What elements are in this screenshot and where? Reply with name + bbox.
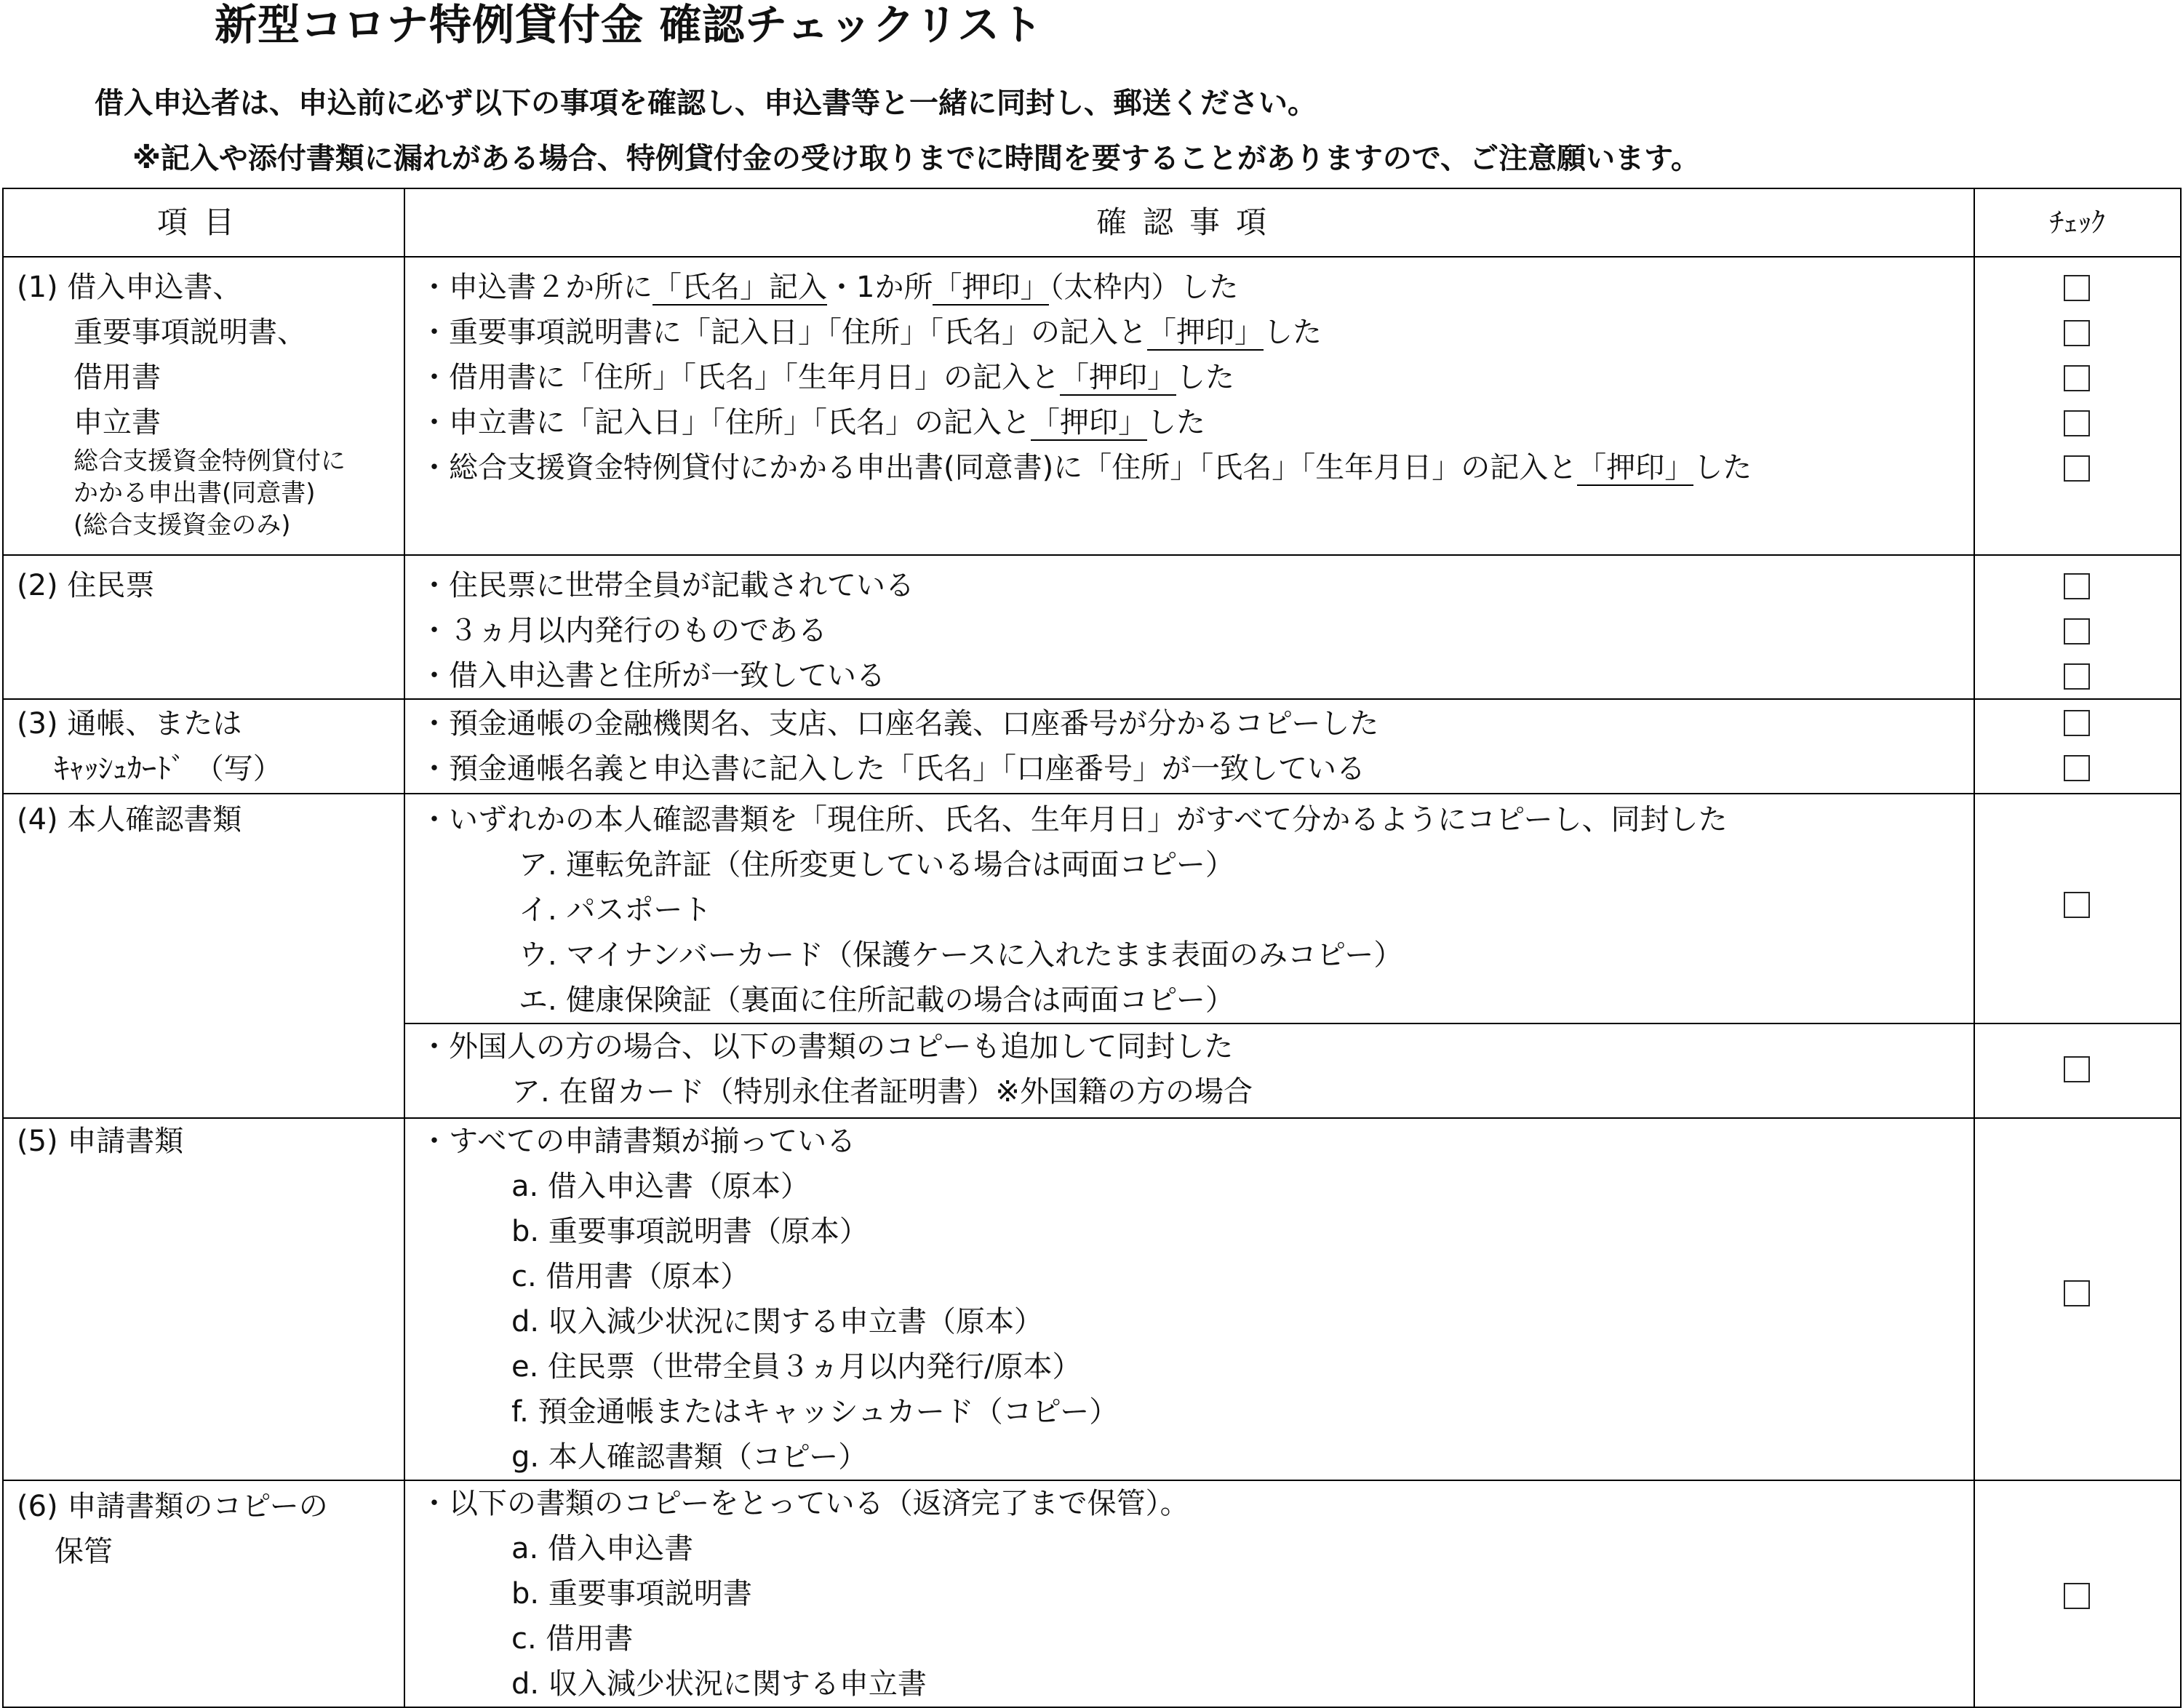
underlined-part: 「押印」 [933,271,1050,304]
check-item-text: ・預金通帳の金融機関名、支店、口座名義、口座番号が分かるコピーした [420,707,1379,741]
section-5-item [3,1118,404,1480]
section-4-foreign-checks [1974,1023,2181,1118]
text-part: した [1264,316,1322,349]
item-line: 借用書 [73,361,161,394]
underlined-part: 「氏名」記入 [652,271,827,304]
check-item-text [420,445,1974,490]
section-6-row [3,1480,2181,1707]
sub-item-text: d. 収入減少状況に関する申立書 [511,1667,927,1701]
section-3-row [3,699,2181,794]
sub-item-text: f. 預金通帳またはキャッシュカード（コピー） [511,1395,1119,1429]
item-line: 重要事項説明書、 [73,316,306,349]
item-line: (4) 本人確認書類 [17,803,242,837]
section-2-content [404,555,1974,699]
instruction-line-2: ※記入や添付書類に漏れがある場合、特例貸付金の受け取りまでに時間を要することがありますので、ご注意願います。 [132,142,1700,175]
item-line: (6) 申請書類のコピーの [17,1490,328,1523]
checkbox[interactable] [2064,1583,2090,1609]
underlined-part: 「押印」 [1031,406,1147,439]
sub-item-text: d. 収入減少状況に関する申立書（原本） [511,1305,1043,1338]
header-confirm: 確認事項 [404,188,1974,257]
section-2-row [3,555,2181,699]
table-header-row [3,188,2181,257]
sub-item-text: a. 借入申込書 [511,1532,693,1565]
check-item-text [420,265,1974,310]
section-4-foreign-content [404,1023,1974,1118]
check-item-text: ・以下の書類のコピーをとっている（返済完了まで保管）。 [420,1487,1189,1520]
item-line: (3) 通帳、または [17,707,242,741]
section-6-item [3,1480,404,1707]
section-3-content [404,699,1974,794]
section-1-row [3,257,2181,555]
check-item-text [420,355,1974,400]
text-part: ・総合支援資金特例貸付にかかる申出書(同意書)に「住所」「氏名」「生年月日」の記入と [420,451,1578,484]
checkbox[interactable] [2064,618,2090,645]
section-3-item [3,699,404,794]
checkbox[interactable] [2064,410,2090,436]
sub-item-text: ア. 在留カード（特別永住者証明書）※外国籍の方の場合 [511,1075,1253,1109]
section-2-item [3,555,404,699]
checkbox[interactable] [2064,755,2090,781]
text-part: ・申込書２か所に [420,271,652,304]
text-part: ・申立書に「記入日」「住所」「氏名」の記入と [420,406,1031,439]
page-title: 新型コロナ特例貸付金 確認チェックリスト [215,0,1044,49]
checkbox[interactable] [2064,892,2090,918]
header-item: 項目 [3,188,404,257]
section-4-item [3,794,404,1118]
check-item-text: ・外国人の方の場合、以下の書類のコピーも追加して同封した [420,1030,1234,1063]
sub-item-text: ウ. マイナンバーカード（保護ケースに入れたまま表面のみコピー） [519,938,1403,972]
sub-item-text: c. 借用書 [511,1622,634,1656]
section-5-content [404,1118,1974,1480]
check-item-text: ・３ヵ月以内発行のものである [420,614,827,647]
check-item-text [420,310,1974,355]
instruction-line-1: 借入申込者は、申込前に必ず以下の事項を確認し、申込書等と一緒に同封し、郵送ください。 [95,87,1317,120]
section-6-checks [1974,1480,2181,1707]
text-part: した [1147,406,1205,439]
checkbox[interactable] [2064,573,2090,599]
check-item-text [420,400,1974,445]
section-1-checks [1974,257,2181,555]
text-part: した [1693,451,1752,484]
sub-item-text: c. 借用書（原本） [511,1260,750,1293]
sub-item-text: a. 借入申込書（原本） [511,1170,810,1203]
item-line-small: (総合支援資金のみ) [73,511,291,540]
sub-item-text: b. 重要事項説明書（原本） [511,1215,869,1248]
item-line: 申立書 [73,406,161,439]
underlined-part: 「押印」 [1147,316,1264,349]
sub-item-text: g. 本人確認書類（コピー） [511,1440,868,1474]
item-line: (5) 申請書類 [17,1125,184,1158]
text-part: ・1か所 [827,271,933,304]
sub-item-text: ア. 運転免許証（住所変更している場合は両面コピー） [519,848,1234,882]
checkbox[interactable] [2064,455,2090,482]
sub-item-text: エ. 健康保険証（裏面に住所記載の場合は両面コピー） [519,983,1234,1017]
item-line: (2) 住民票 [17,569,155,602]
section-1-item [3,257,404,555]
checklist-table [2,188,2182,1708]
section-4-content [404,794,1974,1023]
check-item-text: ・借入申込書と住所が一致している [420,659,885,693]
header-check: ﾁｪｯｸ [1974,188,2181,257]
text-part: （太枠内）した [1049,271,1239,304]
checkbox[interactable] [2064,1056,2090,1082]
section-5-checks [1974,1118,2181,1480]
checkbox[interactable] [2064,1280,2090,1306]
check-item-text: ・住民票に世帯全員が記載されている [420,569,914,602]
section-3-checks [1974,699,2181,794]
check-item-text: ・いずれかの本人確認書類を「現住所、氏名、生年月日」がすべて分かるようにコピーし、同封した [420,803,1728,837]
checkbox[interactable] [2064,365,2090,391]
item-line-small: かかる申出書(同意書) [73,479,316,508]
sub-item-text: b. 重要事項説明書 [511,1577,752,1611]
checkbox[interactable] [2064,663,2090,690]
check-item-text: ・預金通帳名義と申込書に記入した「氏名」「口座番号」が一致している [420,752,1365,786]
section-6-content [404,1480,1974,1707]
item-line-small: 総合支援資金特例貸付に [73,447,346,476]
checkbox[interactable] [2064,275,2090,301]
check-item-text: ・すべての申請書類が揃っている [420,1125,856,1158]
sub-item-text: イ. パスポート [519,893,712,927]
text-part: した [1176,361,1234,394]
section-1-content [404,257,1974,555]
section-4-row [3,794,2181,1023]
underlined-part: 「押印」 [1060,361,1176,394]
checkbox[interactable] [2064,320,2090,346]
section-5-row [3,1118,2181,1480]
text-part: ・借用書に「住所」「氏名」「生年月日」の記入と [420,361,1060,394]
item-line: ｷｬｯｼｭｶｰﾄﾞ （写） [55,752,282,786]
item-line: 保管 [55,1535,113,1568]
underlined-part: 「押印」 [1577,451,1694,484]
sub-item-text: e. 住民票（世帯全員３ヵ月以内発行/原本） [511,1350,1082,1384]
section-4-checks [1974,794,2181,1023]
item-line: (1) 借入申込書、 [17,271,242,304]
section-2-checks [1974,555,2181,699]
checkbox[interactable] [2064,710,2090,736]
text-part: ・重要事項説明書に「記入日」「住所」「氏名」の記入と [420,316,1147,349]
